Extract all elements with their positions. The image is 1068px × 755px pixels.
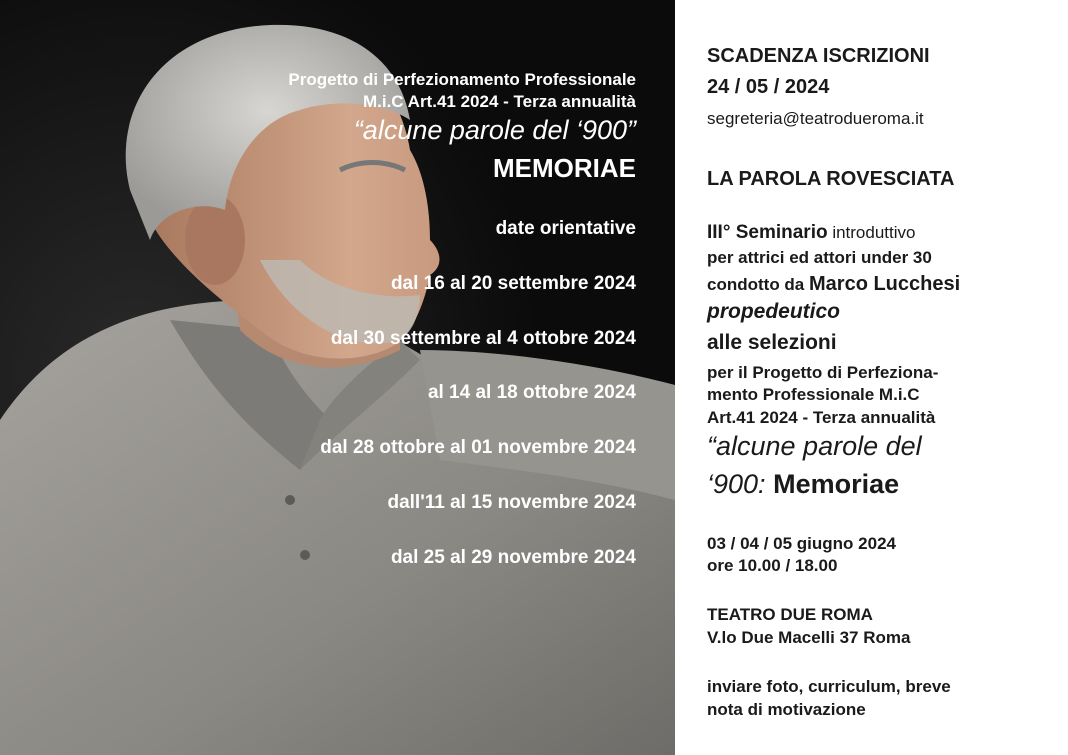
- dates-heading: date orientative: [495, 218, 636, 239]
- led-by-label: condotto da: [707, 275, 805, 294]
- project-line-2: M.i.C Art.41 2024 - Terza annualità: [362, 92, 636, 111]
- memoriae-bold: Memoriae: [773, 469, 900, 499]
- body-line-1: per il Progetto di Perfeziona-: [707, 363, 939, 382]
- date-item: dal 25 al 29 novembre 2024: [390, 547, 636, 568]
- section-subtitle: LA PAROLA ROVESCIATA: [707, 168, 955, 190]
- date-item: dall'11 al 15 novembre 2024: [387, 492, 636, 513]
- project-title-italic: “alcune parole del ‘900”: [353, 115, 636, 145]
- date-item: dal 30 settembre al 4 ottobre 2024: [330, 328, 636, 349]
- teacher-name: Marco Lucchesi: [809, 273, 961, 295]
- instructions-line-1: inviare foto, curriculum, breve: [707, 677, 951, 696]
- instructions-line-2: nota di motivazione: [707, 700, 866, 719]
- date-item: al 14 al 18 ottobre 2024: [427, 382, 636, 403]
- seminar-line: [707, 222, 915, 244]
- body-line-2: mento Professionale M.i.C: [707, 385, 920, 404]
- project-line-1: Progetto di Perfezionamento Professionale: [288, 70, 636, 89]
- project-title-memoriae: MEMORIAE: [493, 153, 636, 183]
- selezioni-text: alle selezioni: [707, 331, 837, 354]
- venue-address: V.lo Due Macelli 37 Roma: [707, 628, 911, 647]
- led-by-line: [707, 273, 960, 296]
- deadline-date: 24 / 05 / 2024: [707, 76, 830, 98]
- italic-title-line-2: [707, 469, 899, 500]
- venue-name: TEATRO DUE ROMA: [707, 605, 873, 624]
- actors-line: per attrici ed attori under 30: [707, 248, 932, 267]
- date-item: dal 16 al 20 settembre 2024: [390, 273, 636, 294]
- seminar-dates: 03 / 04 / 05 giugno 2024: [707, 534, 896, 553]
- italic-900: ‘900:: [707, 469, 766, 499]
- seminar-hours: ore 10.00 / 18.00: [707, 556, 838, 575]
- info-panel: [707, 0, 1052, 755]
- seminar-bold: III° Seminario: [707, 222, 828, 243]
- body-line-3: Art.41 2024 - Terza annualità: [707, 408, 936, 427]
- propedeutico-text: propedeutico: [707, 300, 841, 323]
- italic-title-line-1: “alcune parole del: [707, 431, 922, 461]
- deadline-title: SCADENZA ISCRIZIONI: [707, 45, 930, 67]
- seminar-rest: introduttivo: [832, 223, 916, 242]
- date-item: dal 28 ottobre al 01 novembre 2024: [320, 437, 636, 458]
- contact-email: segreteria@teatrodueroma.it: [707, 109, 924, 128]
